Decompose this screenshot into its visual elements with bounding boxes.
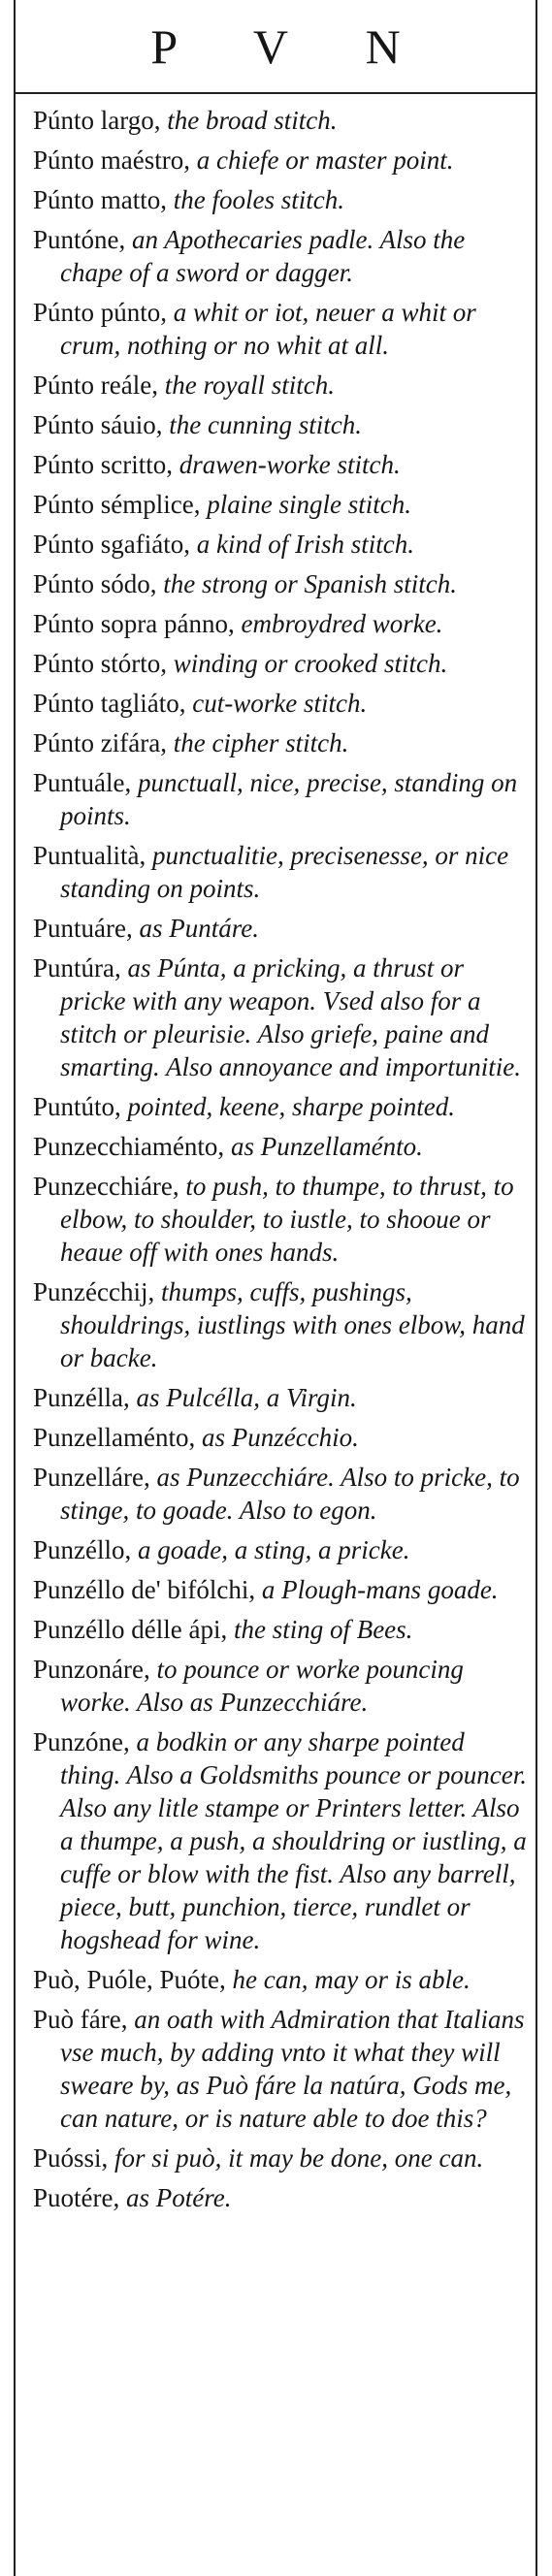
dictionary-entry: [33, 1167, 528, 1272]
entry-definition: the cipher stitch.: [166, 728, 349, 757]
entry-headword: Puotére,: [33, 2183, 120, 2212]
dictionary-entry: [33, 1723, 528, 1960]
running-head: P V N: [150, 19, 434, 74]
dictionary-entry: [33, 763, 528, 836]
entry-definition: the cunning stitch.: [162, 410, 362, 439]
dictionary-entry: [33, 1610, 528, 1650]
entry-headword: Punzélla,: [33, 1383, 130, 1412]
entry-headword: Púnto maéstro,: [33, 145, 190, 175]
dictionary-entry: [33, 293, 528, 366]
entry-headword: Puntualità,: [33, 841, 146, 870]
dictionary-entry: [33, 1272, 528, 1378]
dictionary-entry: [33, 684, 528, 724]
entry-headword: Può fáre,: [33, 2005, 128, 2034]
dictionary-entry: [33, 1378, 528, 1418]
entry-definition: thumps, cuffs, pushings, shouldrings, iustlings with ones elbow, hand or backe.: [60, 1277, 525, 1372]
entry-headword: Púnto sgafiáto,: [33, 530, 190, 559]
header-rule: [14, 92, 537, 94]
entry-definition: an Apothecaries padle. Also the chape of a sword or dagger.: [60, 225, 466, 287]
entry-definition: the broad stitch.: [160, 106, 338, 135]
dictionary-entry: [33, 1458, 528, 1530]
entry-definition: the strong or Spanish stitch.: [156, 569, 458, 598]
dictionary-entry: [33, 836, 528, 909]
entry-headword: Può, Puóle, Puóte,: [33, 1965, 226, 1994]
dictionary-entry: [33, 1530, 528, 1570]
dictionary-entry: [33, 909, 528, 949]
dictionary-entry: [33, 485, 528, 525]
entry-headword: Punzéllo délle ápi,: [33, 1615, 228, 1644]
dictionary-entry: [33, 101, 528, 141]
dictionary-entry: [33, 564, 528, 604]
dictionary-entry: [33, 1087, 528, 1127]
entry-definition: as Púnta, a pricking, a thrust or pricke with any weapon. Vsed also for a stitch or pleurisie. Also griefe, paine and smarting. Also annoyance and importunitie.: [60, 953, 521, 1081]
entry-definition: a Plough-mans goade.: [255, 1575, 499, 1604]
entry-definition: as Potére.: [119, 2183, 232, 2212]
dictionary-entry: [33, 1127, 528, 1167]
entry-headword: Púnto sáuio,: [33, 410, 163, 439]
entry-headword: Punzéllo,: [33, 1535, 132, 1564]
entry-headword: Púnto zifára,: [33, 728, 167, 757]
dictionary-entry: [33, 604, 528, 644]
entry-headword: Púnto matto,: [33, 185, 168, 214]
entry-headword: Punzellaménto,: [33, 1423, 196, 1452]
entry-definition: pointed, keene, sharpe pointed.: [120, 1092, 455, 1121]
entry-definition: drawen-worke stitch.: [173, 450, 401, 479]
entry-definition: he can, may or is able.: [225, 1965, 471, 1994]
entry-definition: the fooles stitch.: [167, 185, 344, 214]
entry-definition: punctuall, nice, precise, standing on points.: [60, 768, 518, 830]
entry-headword: Punzelláre,: [33, 1463, 150, 1492]
dictionary-entry: [33, 445, 528, 485]
entry-definition: a kind of Irish stitch.: [190, 530, 414, 559]
entry-headword: Puntuále,: [33, 768, 132, 797]
entry-definition: an oath with Admiration that Italians vse much, by adding vnto it what they will sweare by, as Può fáre la natúra, Gods me, can nature, or is nature able to doe this?: [60, 2005, 525, 2133]
dictionary-entry: [33, 180, 528, 220]
entry-definition: embroydred worke.: [234, 609, 443, 638]
left-border-rule: [14, 0, 16, 2576]
entry-definition: as Puntáre.: [132, 914, 259, 943]
entry-headword: Punzécchij,: [33, 1277, 155, 1306]
entry-headword: Púnto stórto,: [33, 649, 168, 678]
entry-headword: Púnto reále,: [33, 370, 158, 400]
entry-headword: Punzonáre,: [33, 1655, 150, 1684]
entry-headword: Púnto largo,: [33, 106, 161, 135]
entry-headword: Púnto sopra pánno,: [33, 609, 235, 638]
dictionary-entry: [33, 141, 528, 180]
dictionary-entry: [33, 2178, 528, 2218]
dictionary-entry: [33, 1960, 528, 2000]
dictionary-entry: [33, 2139, 528, 2178]
dictionary-entry: [33, 644, 528, 684]
entry-definition: a whit or iot, neuer a whit or crum, nothing or no whit at all.: [60, 298, 476, 360]
entry-headword: Puntúto,: [33, 1092, 121, 1121]
right-border-rule: [536, 0, 537, 2576]
entry-headword: Punzéllo de' bifólchi,: [33, 1575, 256, 1604]
entry-headword: Púnto sémplice,: [33, 490, 201, 519]
dictionary-entry: [33, 1570, 528, 1610]
dictionary-entry: [33, 724, 528, 763]
entry-definition: punctualitie, precisenesse, or nice standing on points.: [60, 841, 509, 903]
entry-definition: the royall stitch.: [157, 370, 335, 400]
entry-list: [33, 101, 528, 2218]
entry-headword: Puntóne,: [33, 225, 126, 254]
entry-headword: Púnto scritto,: [33, 450, 174, 479]
dictionary-entry: [33, 220, 528, 293]
dictionary-entry: [33, 1650, 528, 1723]
entry-headword: Puóssi,: [33, 2143, 109, 2173]
dictionary-entry: [33, 2000, 528, 2139]
entry-headword: Púnto sódo,: [33, 569, 157, 598]
entry-headword: Punzecchiaménto,: [33, 1132, 225, 1161]
entry-headword: Puntuáre,: [33, 914, 133, 943]
entry-definition: for si può, it may be done, one can.: [108, 2143, 484, 2173]
entry-headword: Púnto tagliáto,: [33, 689, 186, 718]
dictionary-entry: [33, 525, 528, 564]
entry-definition: a chiefe or master point.: [190, 145, 454, 175]
entry-definition: winding or crooked stitch.: [167, 649, 448, 678]
entry-headword: Punzóne,: [33, 1727, 130, 1756]
entry-definition: plaine single stitch.: [200, 490, 411, 519]
entry-definition: cut-worke stitch.: [185, 689, 368, 718]
dictionary-entry: [33, 949, 528, 1087]
entry-definition: as Punzecchiáre. Also to pricke, to stinge, to goade. Also to egon.: [60, 1463, 520, 1525]
entry-definition: to push, to thumpe, to thrust, to elbow, to shoulder, to iustle, to shooue or heaue off with ones hands.: [60, 1172, 514, 1267]
dictionary-entry: [33, 366, 528, 405]
entry-definition: as Punzécchio.: [195, 1423, 359, 1452]
dictionary-entry: [33, 405, 528, 445]
dictionary-entry: [33, 1418, 528, 1458]
entry-definition: the sting of Bees.: [227, 1615, 413, 1644]
entry-definition: as Punzellaménto.: [224, 1132, 423, 1161]
entry-headword: Puntúra,: [33, 953, 121, 982]
entry-headword: Punzecchiáre,: [33, 1172, 179, 1201]
entry-definition: to pounce or worke pouncing worke. Also as Punzecchiáre.: [60, 1655, 464, 1717]
entry-definition: a goade, a sting, a pricke.: [131, 1535, 410, 1564]
entry-definition: as Pulcélla, a Virgin.: [129, 1383, 357, 1412]
entry-headword: Púnto púnto,: [33, 298, 168, 327]
entry-definition: a bodkin or any sharpe pointed thing. Also a Goldsmiths pounce or pouncer. Also any litle stampe or Printers letter. Also a thumpe, a push, a shouldring or iustling, a cuffe or blow with the fist. Also any barrell, piece, butt, punchion, tierce, rundlet or hogshead for wine.: [60, 1727, 527, 1954]
